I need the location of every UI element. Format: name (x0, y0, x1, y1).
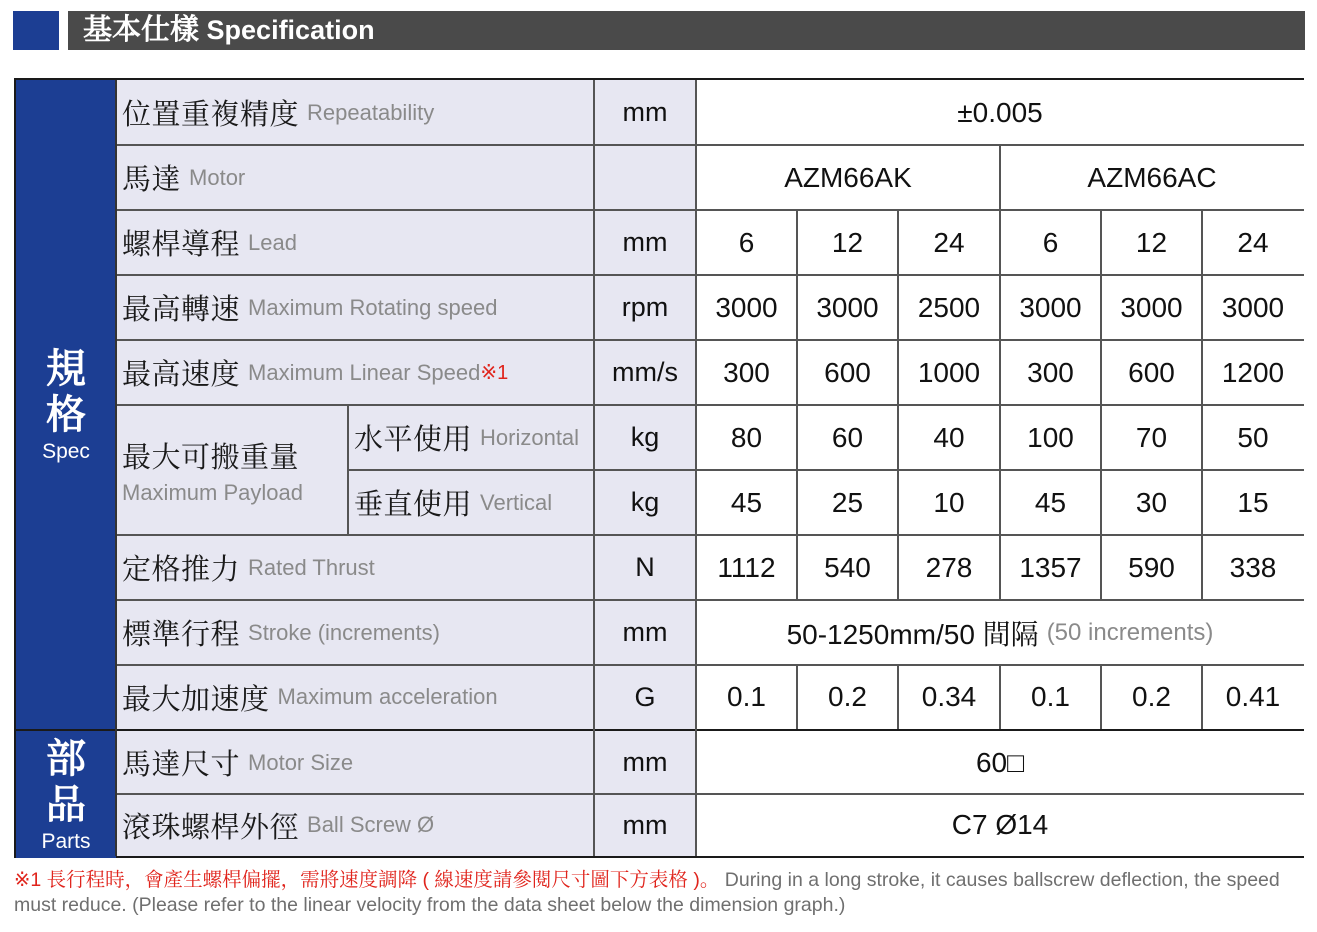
group-spec (16, 80, 116, 729)
value-cell: 590 (1101, 535, 1202, 600)
unit-thrust: N (594, 535, 696, 600)
row-label-payload (116, 405, 348, 535)
value-cell: 80 (696, 405, 797, 470)
unit-horizontal: kg (594, 405, 696, 470)
value-cell: 1112 (696, 535, 797, 600)
label-zh: 水平使用 (354, 424, 473, 456)
label-zh: 最大可搬重量 (122, 441, 300, 474)
value-cell: 70 (1101, 405, 1202, 470)
unit-speed: mm/s (594, 340, 696, 405)
label-zh: 定格推力 (122, 554, 241, 586)
section-header (13, 11, 1305, 50)
value-cell: 1357 (1000, 535, 1101, 600)
grid-line (999, 665, 1001, 729)
label-en: Horizontal (480, 424, 580, 450)
footnote-en: During in a long stroke, it causes ballscrew deflection, the speed must reduce. (Please refer to the linear velocity from the data sheet below the dimension graph.) (14, 869, 1280, 916)
value-cell: 3000 (1202, 275, 1304, 340)
value-cell: 600 (797, 340, 898, 405)
value-cell: 3000 (1101, 275, 1202, 340)
grid-line-group (16, 729, 1304, 731)
value-cell: 12 (797, 210, 898, 275)
group-spec-zh: 規格 (46, 346, 86, 437)
label-en: Maximum Linear Speed (248, 359, 481, 385)
value-cell: 50 (1202, 405, 1304, 470)
value-cell: 600 (1101, 340, 1202, 405)
value-cell: 1000 (898, 340, 1000, 405)
label-en: Repeatability (307, 99, 435, 125)
value-cell: 100 (1000, 405, 1101, 470)
value-cell: 30 (1101, 470, 1202, 535)
value-cell: 25 (797, 470, 898, 535)
value-cell: 60 (797, 405, 898, 470)
value-motor-ac: AZM66AC (1000, 145, 1304, 210)
row-label-motorsize (116, 731, 594, 794)
value-cell: 24 (898, 210, 1000, 275)
row-label-ballscrew (116, 794, 594, 856)
label-en: Vertical (480, 489, 553, 515)
value-cell: 45 (696, 470, 797, 535)
label-zh: 最大加速度 (122, 683, 270, 716)
unit-accel: G (594, 665, 696, 729)
label-zh: 標準行程 (122, 619, 241, 651)
label-zh: 位置重複精度 (122, 99, 300, 131)
grid-line (116, 209, 1304, 211)
section-title-zh: 基本仕樣 (83, 14, 200, 46)
unit-motor (594, 145, 696, 210)
row-label-motor (116, 145, 594, 210)
footnote-zh: ※1 長行程時，會產生螺桿偏擺，需將速度調降 ( 線速度請參閱尺寸圖下方表格 )。 (14, 869, 720, 891)
label-zh: 馬達尺寸 (122, 749, 241, 781)
label-en: Maximum Payload (122, 479, 303, 505)
value-cell: 0.1 (1000, 665, 1101, 729)
label-zh: 最高轉速 (122, 294, 241, 326)
row-label-horizontal (348, 405, 594, 470)
header-accent-gap (59, 11, 68, 50)
value-cell: 40 (898, 405, 1000, 470)
grid-line (593, 80, 595, 856)
value-cell: 12 (1101, 210, 1202, 275)
value-cell: 3000 (1000, 275, 1101, 340)
grid-line (999, 145, 1001, 600)
spec-table (14, 78, 1304, 858)
grid-line (348, 469, 1304, 471)
grid-line (347, 405, 349, 535)
unit-stroke: mm (594, 600, 696, 665)
row-label-thrust (116, 535, 594, 600)
value-cell: 45 (1000, 470, 1101, 535)
grid-line (116, 274, 1304, 276)
unit-repeatability: mm (594, 80, 696, 145)
grid-line (116, 599, 1304, 601)
footnote-marker: ※1 (480, 362, 509, 384)
label-en: Lead (248, 229, 297, 255)
value-cell: 0.2 (797, 665, 898, 729)
grid-line (796, 665, 798, 729)
value-cell: 300 (1000, 340, 1101, 405)
grid-line (116, 144, 1304, 146)
value-cell: 3000 (797, 275, 898, 340)
value-cell: 6 (1000, 210, 1101, 275)
label-en: Stroke (increments) (248, 619, 440, 645)
value-cell: 0.1 (696, 665, 797, 729)
grid-line (897, 665, 899, 729)
section-title-en: Specification (206, 15, 375, 45)
grid-line (116, 404, 1304, 406)
label-en: Maximum Rotating speed (248, 294, 498, 320)
unit-rpm: rpm (594, 275, 696, 340)
label-en: Motor (189, 164, 246, 190)
value-cell: 300 (696, 340, 797, 405)
row-label-rpm (116, 275, 594, 340)
stroke-value: 50-1250mm/50 間隔 (786, 618, 1039, 650)
row-label-lead (116, 210, 594, 275)
value-cell: 10 (898, 470, 1000, 535)
grid-line (116, 793, 1304, 795)
header-accent-block (13, 11, 59, 50)
group-spec-en: Spec (42, 439, 90, 463)
value-cell: 0.34 (898, 665, 1000, 729)
label-en: Ball Screw Ø (307, 812, 435, 837)
row-label-repeatability (116, 80, 594, 145)
grid-line (115, 80, 117, 856)
value-repeatability: ±0.005 (696, 80, 1304, 145)
grid-line (1201, 665, 1203, 729)
row-label-accel (116, 665, 594, 729)
value-cell: 540 (797, 535, 898, 600)
grid-line (897, 210, 899, 600)
grid-line (1100, 665, 1102, 729)
grid-line (695, 80, 697, 856)
value-cell: 338 (1202, 535, 1304, 600)
stroke-value-en: (50 increments) (1046, 618, 1214, 646)
grid-line (116, 664, 1304, 666)
grid-line (116, 339, 1304, 341)
value-cell: 0.41 (1202, 665, 1304, 729)
unit-lead: mm (594, 210, 696, 275)
value-cell: 24 (1202, 210, 1304, 275)
label-en: Motor Size (248, 749, 354, 775)
value-stroke (696, 600, 1304, 665)
value-cell: 0.2 (1101, 665, 1202, 729)
value-cell: 15 (1202, 470, 1304, 535)
unit-ballscrew: mm (594, 794, 696, 856)
group-parts-en: Parts (41, 829, 91, 853)
label-zh: 滾珠螺桿外徑 (122, 811, 300, 844)
footnote (14, 868, 1306, 918)
grid-line (1100, 210, 1102, 600)
value-cell: 1200 (1202, 340, 1304, 405)
label-zh: 馬達 (122, 164, 182, 196)
grid-line (1201, 210, 1203, 600)
grid-line (796, 210, 798, 600)
unit-motorsize: mm (594, 731, 696, 794)
label-zh: 垂直使用 (354, 489, 473, 521)
section-title (83, 11, 375, 50)
label-zh: 最高速度 (122, 359, 241, 391)
group-parts (16, 731, 116, 858)
value-cell: 2500 (898, 275, 1000, 340)
unit-vertical: kg (594, 470, 696, 535)
group-parts-zh: 部品 (46, 736, 86, 827)
value-ballscrew: C7 Ø14 (696, 794, 1304, 856)
row-label-speed (116, 340, 594, 405)
label-zh: 螺桿導程 (122, 229, 241, 261)
value-cell: 3000 (696, 275, 797, 340)
grid-line (116, 534, 1304, 536)
value-motor-ak: AZM66AK (696, 145, 1000, 210)
label-en: Maximum acceleration (277, 684, 498, 709)
row-label-vertical (348, 470, 594, 535)
label-en: Rated Thrust (248, 554, 375, 580)
value-cell: 6 (696, 210, 797, 275)
value-cell: 278 (898, 535, 1000, 600)
value-motorsize: 60□ (696, 731, 1304, 794)
row-label-stroke (116, 600, 594, 665)
